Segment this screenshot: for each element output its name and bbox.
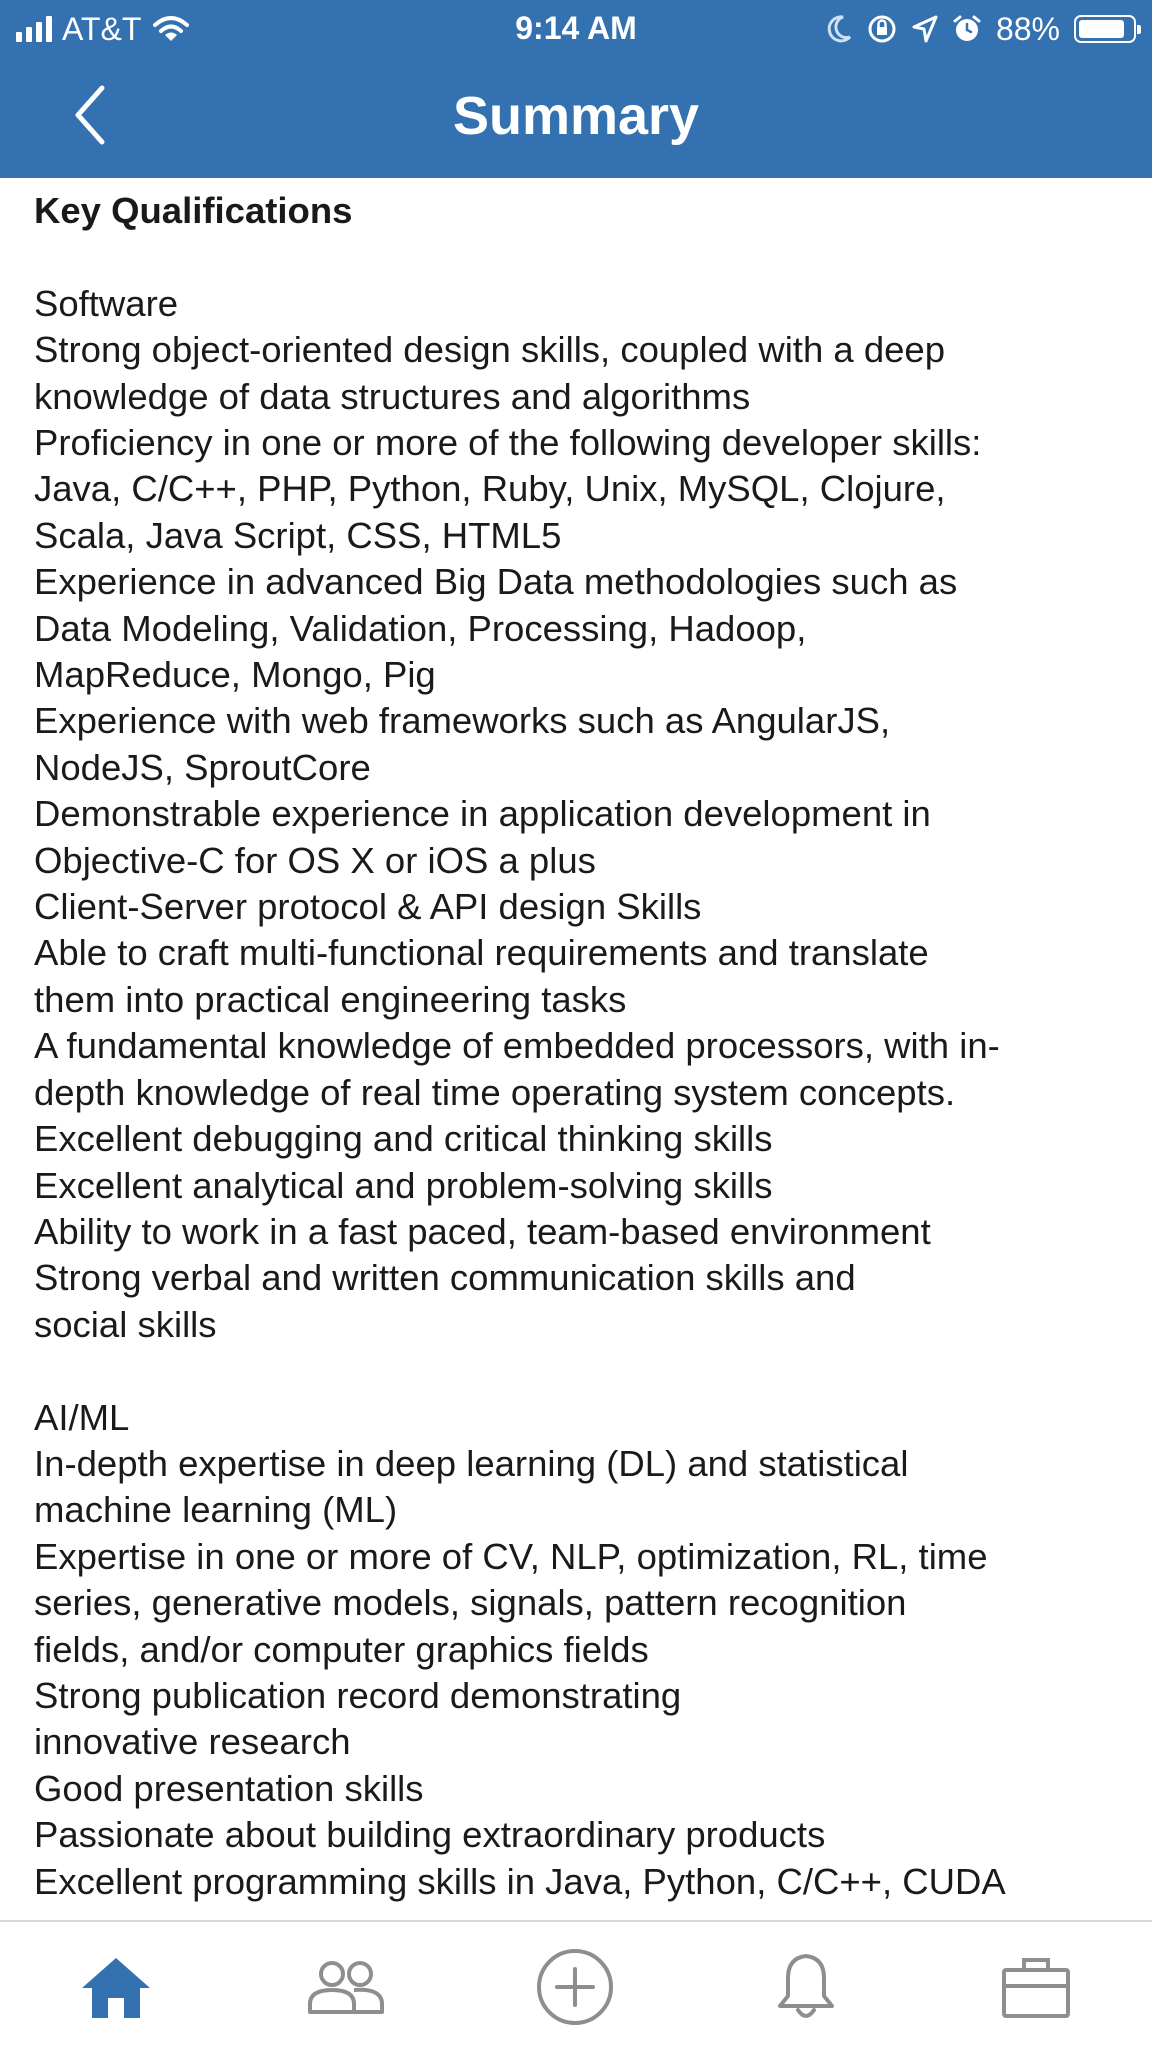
nav-bar xyxy=(0,58,1152,178)
summary-line: Excellent programming skills in Java, Python, C/C++, CUDA xyxy=(34,1860,1006,1902)
tab-post[interactable] xyxy=(527,1944,623,2030)
alarm-icon xyxy=(952,14,982,44)
summary-line: them into practical engineering tasks xyxy=(34,978,627,1020)
header xyxy=(0,0,1152,178)
summary-line: Proficiency in one or more of the following developer skills: xyxy=(34,422,982,464)
tab-network[interactable] xyxy=(298,1944,394,2030)
summary-line: A fundamental knowledge of embedded processors, with in- xyxy=(34,1025,1000,1067)
summary-line: Experience in advanced Big Data methodologies such as xyxy=(34,561,958,603)
spacer xyxy=(34,234,1124,280)
summary-line: depth knowledge of real time operating system concepts. xyxy=(34,1071,956,1113)
orientation-lock-icon xyxy=(866,13,898,45)
status-right xyxy=(826,10,1136,48)
battery-percent: 88% xyxy=(995,11,1060,47)
summary-line: In-depth expertise in deep learning (DL) and statistical xyxy=(34,1442,909,1484)
summary-line: Good presentation skills xyxy=(34,1767,424,1809)
people-icon xyxy=(298,1944,394,2030)
page-title: Summary xyxy=(452,86,700,146)
tab-home[interactable] xyxy=(68,1944,164,2030)
summary-line: Excellent analytical and problem-solving skills xyxy=(34,1164,773,1206)
summary-line: fields, and/or computer graphics fields xyxy=(34,1628,649,1670)
summary-line: Strong verbal and written communication skills and xyxy=(34,1257,856,1299)
battery-level-fill xyxy=(1079,20,1124,38)
summary-line: Client-Server protocol & API design Skills xyxy=(34,886,702,928)
summary-line: Expertise in one or more of CV, NLP, optimization, RL, time xyxy=(34,1535,988,1577)
summary-line: Scala, Java Script, CSS, HTML5 xyxy=(34,514,562,556)
summary-text xyxy=(34,281,1124,1905)
bell-icon xyxy=(758,1944,854,2030)
battery-icon xyxy=(1074,15,1136,43)
summary-line: Java, C/C++, PHP, Python, Ruby, Unix, MySQL, Clojure, xyxy=(34,468,946,510)
location-arrow-icon xyxy=(912,15,938,43)
summary-line: Strong object-oriented design skills, coupled with a deep xyxy=(34,329,946,371)
briefcase-icon xyxy=(988,1944,1084,2030)
tab-jobs[interactable] xyxy=(988,1944,1084,2030)
summary-line: Demonstrable experience in application development in xyxy=(34,793,931,835)
summary-line: innovative research xyxy=(34,1721,351,1763)
summary-content[interactable] xyxy=(34,188,1124,1920)
summary-line: MapReduce, Mongo, Pig xyxy=(34,654,436,696)
moon-icon xyxy=(826,15,852,43)
section-heading: Key Qualifications xyxy=(34,190,353,231)
summary-line: Experience with web frameworks such as AngularJS, xyxy=(34,700,891,742)
summary-line: NodeJS, SproutCore xyxy=(34,746,371,788)
spacer xyxy=(34,1348,1124,1394)
bottom-tab-bar xyxy=(0,1920,1152,2048)
tab-notifications[interactable] xyxy=(758,1944,854,2030)
summary-line: AI/ML xyxy=(34,1396,130,1438)
summary-line: Ability to work in a fast paced, team-based environment xyxy=(34,1210,931,1252)
summary-line: knowledge of data structures and algorithms xyxy=(34,375,751,417)
status-time: 9:14 AM xyxy=(515,10,637,46)
summary-line: Objective-C for OS X or iOS a plus xyxy=(34,839,596,881)
plus-circle-icon xyxy=(527,1944,623,2030)
summary-line: Passionate about building extraordinary products xyxy=(34,1814,826,1856)
summary-line: Data Modeling, Validation, Processing, Hadoop, xyxy=(34,607,807,649)
carrier-label: AT&T xyxy=(62,11,142,47)
summary-line: Excellent debugging and critical thinking skills xyxy=(34,1118,773,1160)
summary-line: Software xyxy=(34,282,179,324)
summary-line: machine learning (ML) xyxy=(34,1489,398,1531)
status-bar xyxy=(0,0,1152,58)
battery-tip xyxy=(1137,25,1141,34)
summary-line: Able to craft multi-functional requirements and translate xyxy=(34,932,929,974)
summary-line: Strong publication record demonstrating xyxy=(34,1674,682,1716)
home-icon xyxy=(68,1944,164,2030)
summary-line: social skills xyxy=(34,1303,217,1345)
summary-line: series, generative models, signals, pattern recognition xyxy=(34,1582,907,1624)
